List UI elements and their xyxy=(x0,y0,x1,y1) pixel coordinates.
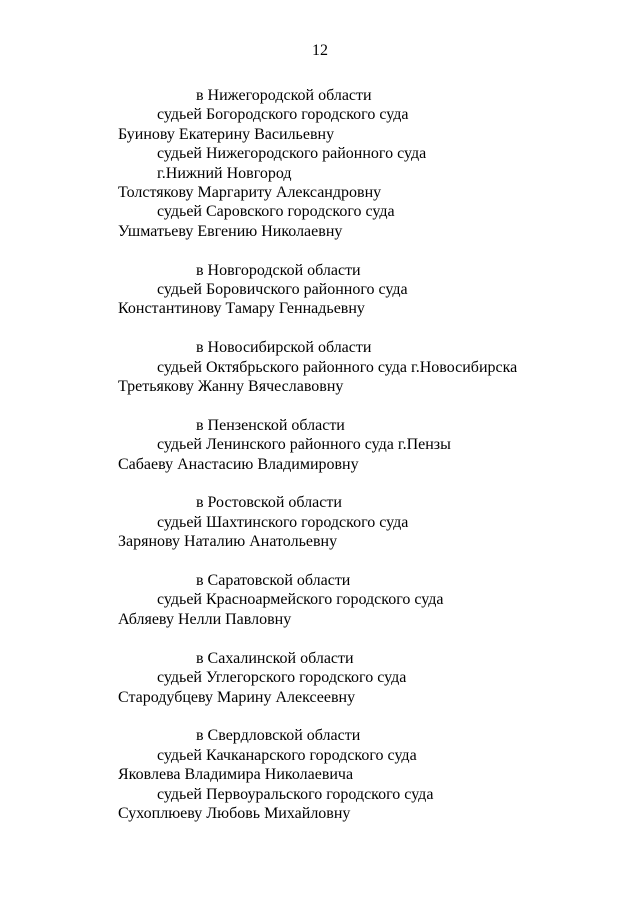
person-name: Ушматьеву Евгению Николаевну xyxy=(118,222,343,240)
person-name: Сабаеву Анастасию Владимировну xyxy=(118,455,359,473)
person-name: Абляеву Нелли Павловну xyxy=(118,610,292,628)
person-name: Зарянову Наталию Анатольевну xyxy=(118,533,338,551)
person-name: Константинову Тамару Геннадьевну xyxy=(118,300,365,318)
court-line: судьей Углегорского городского суда xyxy=(157,669,407,687)
region-heading: в Новгородской области xyxy=(196,261,361,279)
person-name: Сухоплюеву Любовь Михайловну xyxy=(118,804,351,822)
person-name: Толстякову Маргариту Александровну xyxy=(118,184,382,202)
region-section xyxy=(118,338,618,396)
court-line: судьей Боровичского районного суда xyxy=(157,281,408,299)
region-heading: в Саратовской области xyxy=(196,572,351,590)
region-heading: в Новосибирской области xyxy=(196,339,372,357)
court-line: судьей Саровского городского суда xyxy=(157,203,395,221)
person-name: Третьякову Жанну Вячеславовну xyxy=(118,378,344,396)
region-section xyxy=(118,416,618,474)
court-line: судьей Нижегородского районного суда xyxy=(157,145,427,163)
page-number: 12 xyxy=(312,42,328,59)
region-heading: в Свердловской области xyxy=(196,727,361,745)
appointments-list xyxy=(118,86,618,823)
court-line: судьей Ленинского районного суда г.Пензы xyxy=(157,436,451,454)
region-section xyxy=(118,571,618,629)
region-section xyxy=(118,493,618,551)
person-name: Яковлева Владимира Николаевича xyxy=(118,766,354,784)
court-line: судьей Первоуральского городского суда xyxy=(157,785,434,803)
person-name: Буинову Екатерину Васильевну xyxy=(118,125,335,143)
court-line: судьей Качканарского городского суда xyxy=(157,746,417,764)
region-section xyxy=(118,86,618,241)
region-section xyxy=(118,261,618,319)
person-name: Стародубцеву Марину Алексеевну xyxy=(118,688,356,706)
court-line: судьей Богородского городского суда xyxy=(157,106,409,124)
court-line: судьей Октябрьского районного суда г.Новосибирска xyxy=(157,358,518,376)
region-section xyxy=(118,726,618,823)
court-line: судьей Шахтинского городского суда xyxy=(157,513,409,531)
region-heading: в Сахалинской области xyxy=(196,649,354,667)
court-line: судьей Красноармейского городского суда xyxy=(157,591,444,609)
court-line-continuation: г.Нижний Новгород xyxy=(157,164,292,182)
region-section xyxy=(118,649,618,707)
region-heading: в Пензенской области xyxy=(196,416,345,434)
region-heading: в Ростовской области xyxy=(196,494,342,512)
region-heading: в Нижегородской области xyxy=(196,87,372,104)
